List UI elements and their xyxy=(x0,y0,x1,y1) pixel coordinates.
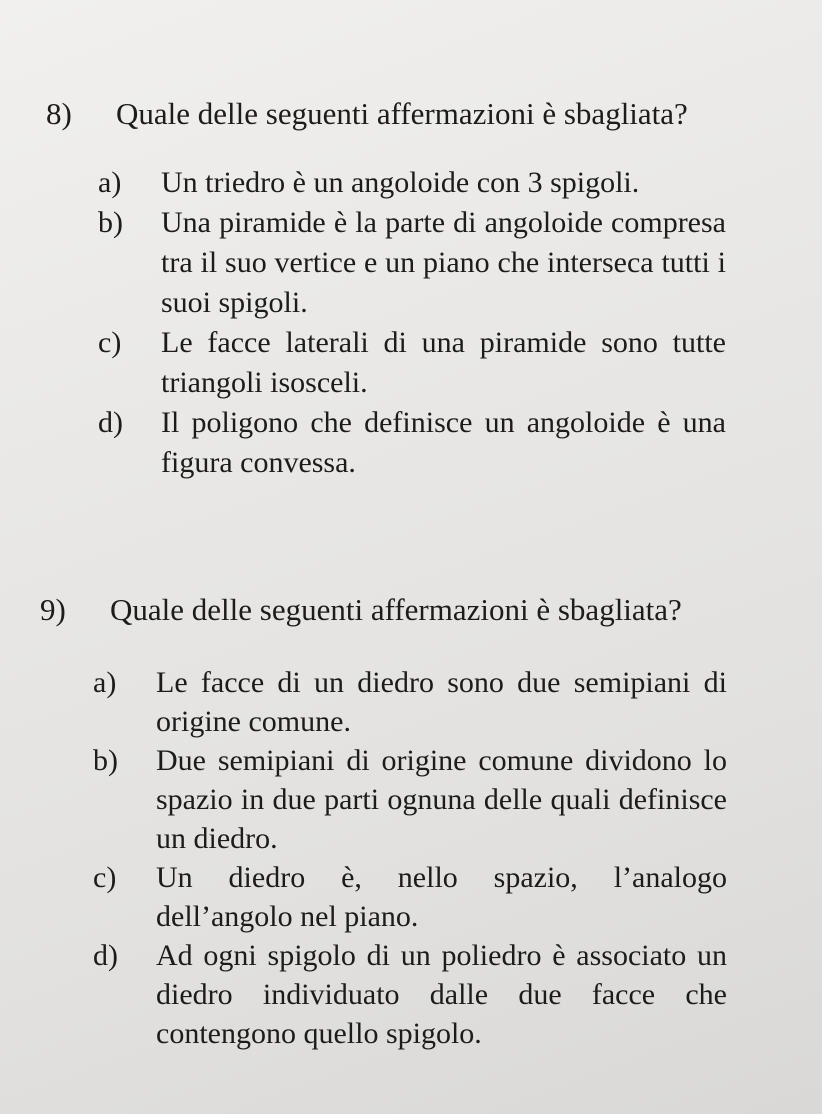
option-letter: c) xyxy=(98,326,122,359)
answer-option-c xyxy=(93,858,727,936)
question-header xyxy=(46,92,746,136)
option-letter: b) xyxy=(98,206,123,239)
answer-option-b xyxy=(98,203,726,323)
option-text: Una piramide è la parte di angoloide compresa tra il suo vertice e un piano che interseca tutti i suoi spigoli. xyxy=(161,206,726,319)
option-text: Due semipiani di origine comune dividono lo spazio in due parti ognuna delle quali definisce un diedro. xyxy=(156,744,727,855)
question-8 xyxy=(46,92,746,483)
answer-option-a xyxy=(93,663,727,741)
option-letter: a) xyxy=(93,666,117,699)
answer-option-a xyxy=(98,163,726,203)
answer-options xyxy=(98,163,726,483)
answer-option-d xyxy=(98,403,726,483)
option-letter: a) xyxy=(98,166,122,199)
question-prompt: Quale delle seguenti affermazioni è sbagliata? xyxy=(110,592,682,627)
answer-option-b xyxy=(93,741,727,858)
question-9 xyxy=(40,588,750,1053)
option-letter: d) xyxy=(98,406,123,439)
question-header xyxy=(40,588,750,632)
answer-options xyxy=(93,663,727,1053)
option-letter: c) xyxy=(93,861,117,894)
question-number: 8) xyxy=(46,96,72,131)
option-text: Le facce laterali di una piramide sono tutte triangoli isosceli. xyxy=(161,326,726,399)
answer-option-c xyxy=(98,323,726,403)
option-letter: d) xyxy=(93,939,118,972)
option-text: Le facce di un diedro sono due semipiani di origine comune. xyxy=(156,666,727,738)
answer-option-d xyxy=(93,936,727,1053)
option-text: Un diedro è, nello spazio, l’analogo dell’angolo nel piano. xyxy=(156,861,727,933)
option-text: Un triedro è un angoloide con 3 spigoli. xyxy=(161,166,640,199)
question-prompt: Quale delle seguenti affermazioni è sbagliata? xyxy=(116,96,688,131)
option-text: Il poligono che definisce un angoloide è una figura convessa. xyxy=(161,406,726,479)
option-text: Ad ogni spigolo di un poliedro è associato un diedro individuato dalle due facce che contengono quello spigolo. xyxy=(156,939,727,1050)
question-number: 9) xyxy=(40,592,66,627)
option-letter: b) xyxy=(93,744,118,777)
